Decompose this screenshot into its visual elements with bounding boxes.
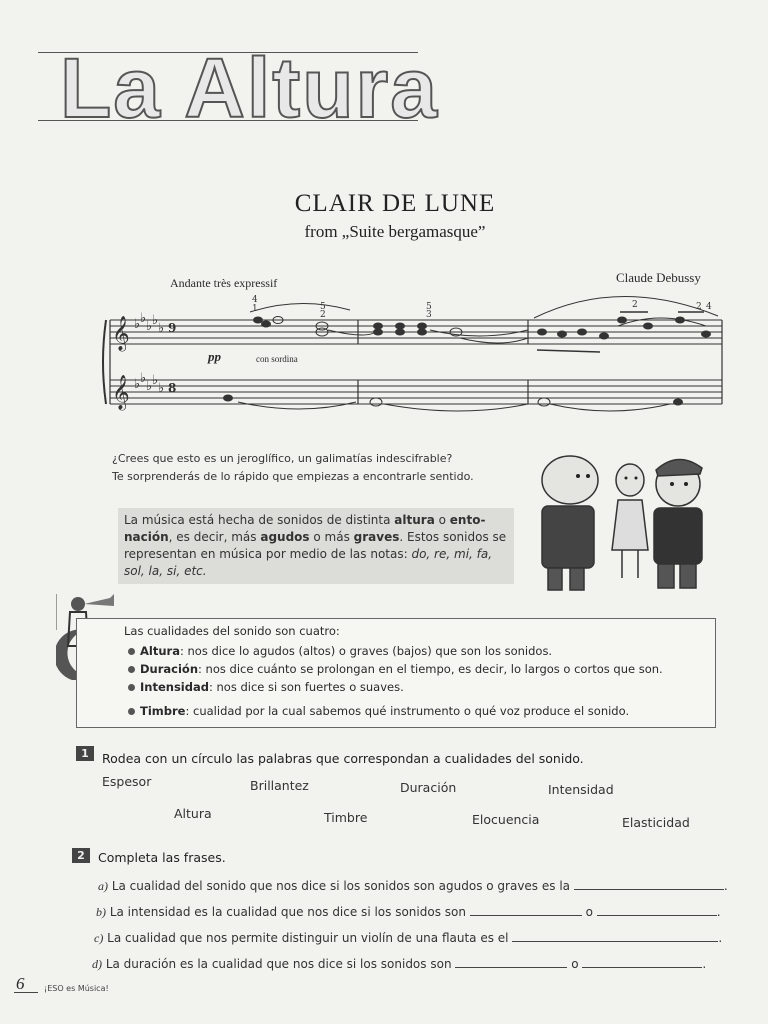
svg-text:♭: ♭ (140, 311, 147, 326)
dynamic-marking: pp (208, 349, 221, 364)
exercise-1-instruction: Rodea con un círculo las palabras que correspondan a cualidades del sonido. (102, 751, 584, 766)
word-option[interactable]: Brillantez (250, 778, 309, 793)
exercise-1-number: 1 (76, 746, 94, 761)
key-signature-flats (134, 311, 164, 396)
tempo-marking: Andante très expressif (170, 276, 278, 290)
score-title: CLAIR DE LUNE (294, 190, 496, 217)
quality-item: Timbre: cualidad por la cual sabemos qué instrumento o qué voz produce el sonido. (128, 704, 629, 718)
system-brace (103, 320, 106, 404)
quality-item: Altura: nos dice lo agudos (altos) o graves (bajos) que son los sonidos. (128, 644, 552, 658)
answer-blank[interactable] (470, 904, 582, 916)
word-option[interactable]: Timbre (324, 810, 368, 825)
fingering-mark: 1 (252, 304, 258, 314)
cartoon-characters-illustration (532, 450, 712, 595)
sentence-d: d) La duración es la cualidad que nos dice si los sonidos son o . (92, 957, 707, 971)
intro-text (112, 450, 474, 486)
bass-clef-position-icon: 𝄞 (112, 375, 130, 410)
svg-text:♭: ♭ (152, 313, 159, 328)
intro-line-1: ¿Crees que esto es un jeroglífico, un galimatías indescifrable? (112, 452, 453, 465)
fingering-mark: 4 (706, 302, 712, 312)
word-option[interactable]: Duración (400, 780, 457, 795)
word-option[interactable]: Intensidad (548, 782, 614, 797)
bullet-icon (128, 708, 135, 715)
svg-text:♭: ♭ (152, 373, 159, 388)
mute-marking: con sordina (256, 354, 298, 364)
bullet-icon (128, 666, 135, 673)
svg-text:♭: ♭ (134, 317, 141, 332)
bass-staff (110, 380, 722, 404)
sentence-c: c) La cualidad que nos permite distinguir un violín de una flauta es el . (94, 931, 723, 945)
bullet-icon (128, 684, 135, 691)
word-option[interactable]: Espesor (102, 774, 152, 789)
fingering-mark: 2 (320, 310, 326, 320)
time-signature-top: 9 (168, 321, 177, 335)
answer-blank[interactable] (512, 930, 718, 942)
exercise-2-number: 2 (72, 848, 90, 863)
svg-text:♭: ♭ (158, 381, 165, 396)
footer-rule (14, 992, 38, 993)
composer-name: Claude Debussy (616, 270, 701, 285)
word-option[interactable]: Elocuencia (472, 812, 540, 827)
slurs-and-ties (238, 296, 718, 411)
time-signature-bottom: 8 (168, 381, 177, 395)
answer-blank[interactable] (597, 904, 717, 916)
svg-text:♭: ♭ (140, 371, 147, 386)
fingering-mark: 5 (320, 302, 326, 312)
svg-text:♭: ♭ (158, 321, 165, 336)
svg-text:♭: ♭ (134, 377, 141, 392)
word-option[interactable]: Altura (174, 806, 212, 821)
info-box: La música está hecha de sonidos de distinta altura o ento-nación, es decir, más agudos o más graves. Estos sonidos se representan en música por medio de las notas: do, re, mi, fa, sol, la, si, etc. (118, 508, 514, 584)
fingering-mark: 5 (426, 302, 432, 312)
score-subtitle: from „Suite bergamasque” (304, 222, 486, 241)
answer-blank[interactable] (574, 878, 724, 890)
music-score (100, 290, 730, 420)
page-number: 6 (16, 974, 25, 993)
note-names: do, re, mi, fa, sol, la, si, etc. (124, 547, 493, 578)
fingering-mark: 2 (696, 302, 702, 312)
sentence-a: a) La cualidad del sonido que nos dice si los sonidos son agudos o graves es la . (98, 879, 728, 893)
svg-text:♭: ♭ (146, 379, 153, 394)
intro-line-2: Te sorprenderás de lo rápido que empiezas a encontrarle sentido. (112, 470, 474, 483)
treble-clef-icon: 𝄞 (112, 316, 130, 351)
word-option[interactable]: Elasticidad (622, 815, 690, 830)
bullet-icon (128, 648, 135, 655)
quality-item: Duración: nos dice cuánto se prolongan en el tiempo, es decir, lo largos o cortos que son. (128, 662, 663, 676)
fingering-mark: 3 (426, 310, 432, 320)
page-heading: La Altura (60, 41, 439, 135)
treble-staff (110, 320, 722, 344)
answer-blank[interactable] (455, 956, 567, 968)
footer-text: ¡ESO es Música! (44, 984, 109, 993)
sentence-b: b) La intensidad es la cualidad que nos dice si los sonidos son o . (96, 905, 721, 919)
qualities-heading: Las cualidades del sonido son cuatro: (124, 624, 340, 638)
title-rule-bottom (38, 120, 418, 121)
fingering-mark: 4 (252, 295, 258, 305)
svg-text:♭: ♭ (146, 319, 153, 334)
quality-item: Intensidad: nos dice si son fuertes o suaves. (128, 680, 404, 694)
fingerings (252, 295, 712, 320)
exercise-2-instruction: Completa las frases. (98, 850, 226, 865)
fingering-mark: 2 (632, 300, 638, 310)
barlines (110, 320, 722, 404)
answer-blank[interactable] (582, 956, 702, 968)
